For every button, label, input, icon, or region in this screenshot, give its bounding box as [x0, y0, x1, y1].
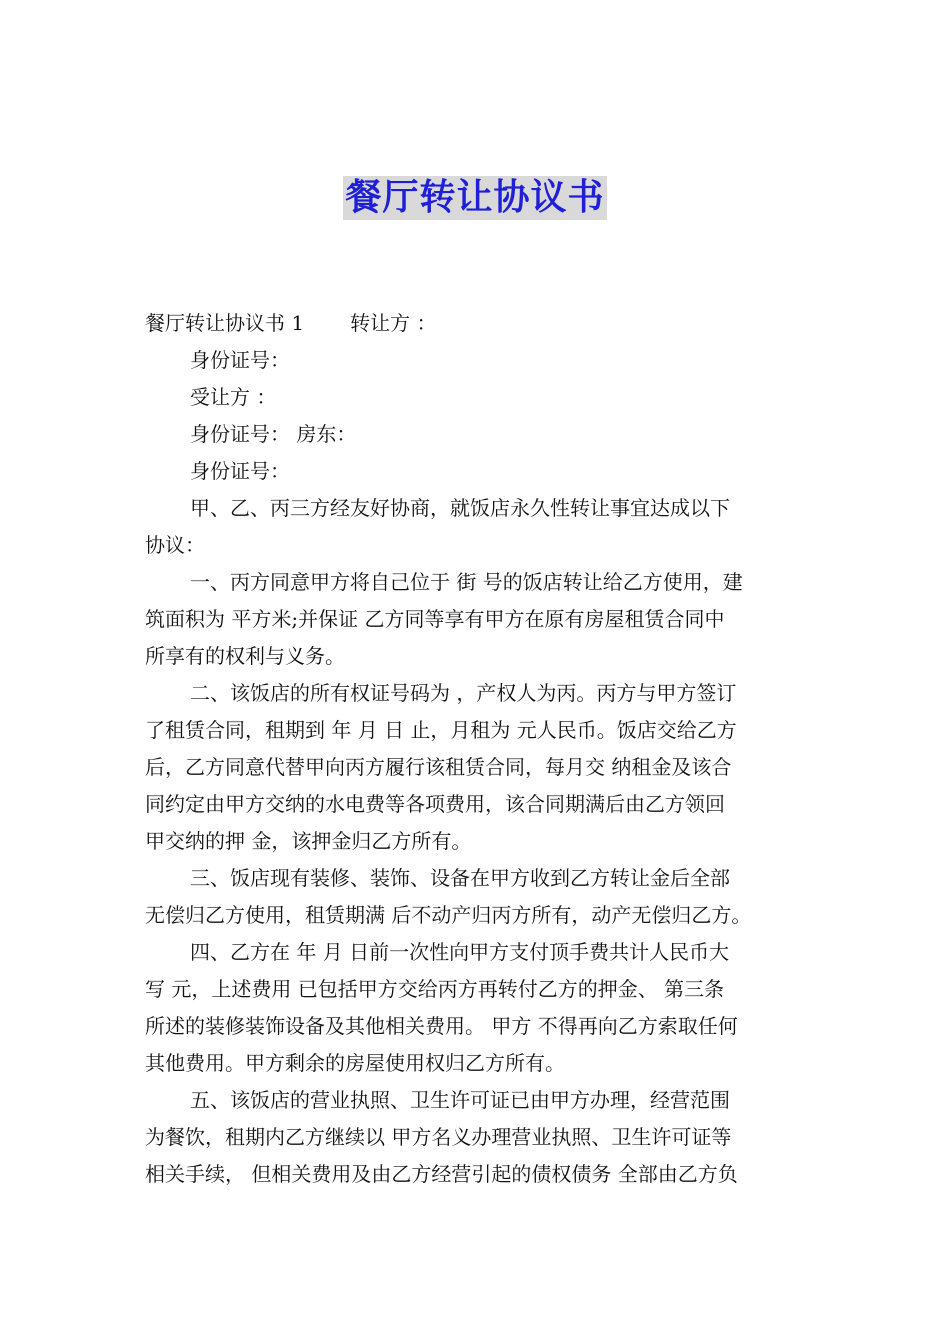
- clause-1-line-1: 一、丙方同意甲方将自己位于 街 号的饭店转让给乙方使用，建: [190, 570, 743, 594]
- intro-line-1: 甲、乙、丙三方经友好协商，就饭店永久性转让事宜达成以下: [190, 496, 730, 520]
- landlord-id-line: 身份证号：: [190, 459, 290, 483]
- heading-line: [145, 305, 807, 342]
- clause-3-line-2: 无偿归乙方使用，租赁期满 后不动产归丙方所有，动产无偿归乙方。: [145, 903, 752, 927]
- transferee-id-line: [145, 416, 807, 453]
- clause-4-line-1: 四、乙方在 年 月 日前一次性向甲方支付顶手费共计人民币大: [190, 940, 730, 964]
- clause-5-line-3: 相关手续， 但相关费用及由乙方经营引起的债权债务 全部由乙方负: [145, 1162, 738, 1186]
- transferee-line: 受让方 ：: [190, 385, 277, 409]
- transferor-id-line: 身份证号：: [190, 348, 290, 372]
- clause-4-line-4: 其他费用。甲方剩余的房屋使用权归乙方所有。: [145, 1051, 565, 1075]
- intro-line-2: 协议：: [145, 533, 205, 557]
- clause-1-line-2: 筑面积为 平方米;并保证 乙方同等享有甲方在原有房屋租赁合同中: [145, 607, 725, 631]
- landlord-label: 房东：: [296, 422, 357, 446]
- clause-2-line-1: 二、该饭店的所有权证号码为 ，产权人为丙。丙方与甲方签订: [190, 681, 737, 705]
- clause-3-line-1: 三、饭店现有装修、装饰、设备在甲方收到乙方转让金后全部: [190, 866, 730, 890]
- clause-5-line-2: 为餐饮，租期内乙方继续以 甲方名义办理营业执照、卫生许可证等: [145, 1125, 732, 1149]
- transferor-label: 转让方 ：: [350, 311, 437, 335]
- title-container: [0, 176, 950, 220]
- clause-4-line-2: 写 元，上述费用 已包括甲方交给丙方再转付乙方的押金、 第三条: [145, 977, 725, 1001]
- transferee-id-label: 身份证号：: [190, 422, 290, 446]
- clause-2-line-3: 后，乙方同意代替甲向丙方履行该租赁合同，每月交 纳租金及该合: [145, 755, 732, 779]
- clause-4-line-3: 所述的装修装饰设备及其他相关费用。 甲方 不得再向乙方索取任何: [145, 1014, 738, 1038]
- document-title: 餐厅转让协议书: [345, 177, 605, 218]
- clause-5-line-1: 五、该饭店的营业执照、卫生许可证已由甲方办理，经营范围: [190, 1088, 730, 1112]
- clause-2-line-5: 甲交纳的押 金，该押金归乙方所有。: [145, 829, 472, 853]
- document-body: [145, 305, 807, 1193]
- clause-1-line-3: 所享有的权利与义务。: [145, 644, 345, 668]
- clause-2-line-4: 同约定由甲方交纳的水电费等各项费用，该合同期满后由乙方领回: [145, 792, 725, 816]
- clause-2-line-2: 了租赁合同，租期到 年 月 日 止，月租为 元人民币。饭店交给乙方: [145, 718, 737, 742]
- agreement-number: 餐厅转让协议书 1: [145, 311, 305, 335]
